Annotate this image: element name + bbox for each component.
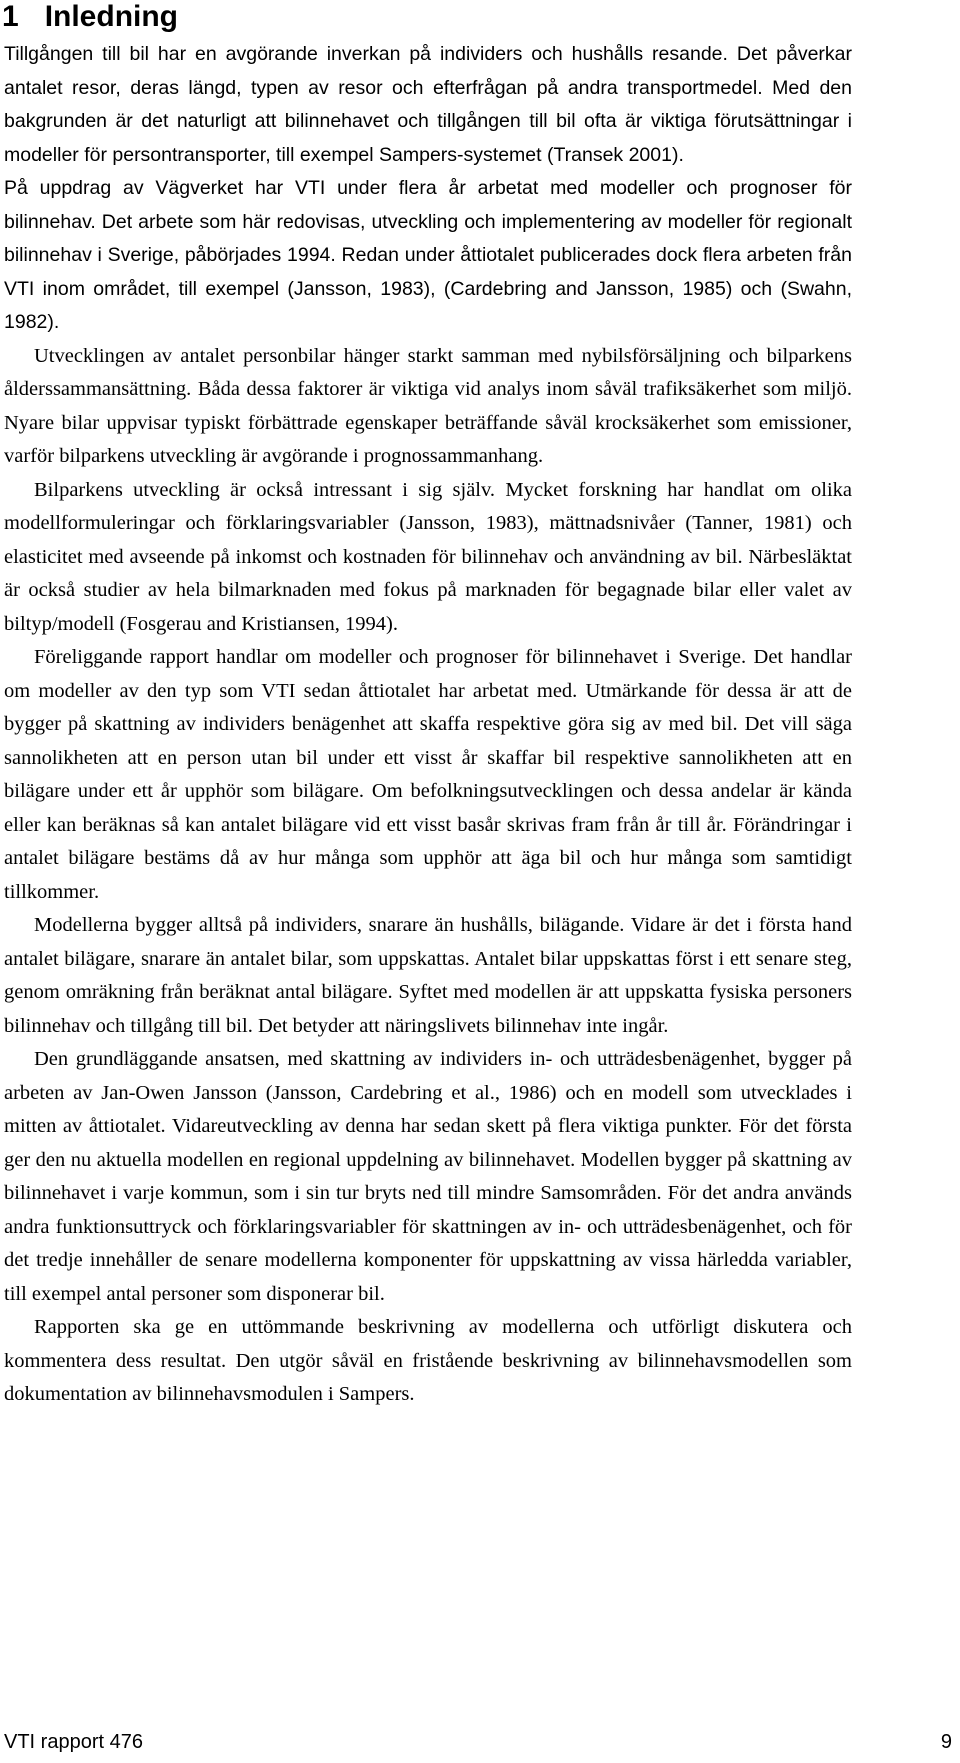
- chapter-number: 1: [2, 0, 19, 33]
- chapter-heading: [2, 0, 178, 37]
- report-name: VTI rapport 476: [4, 1731, 143, 1753]
- chapter-title: Inledning: [44, 0, 179, 33]
- paragraph: På uppdrag av Vägverket har VTI under flera år arbetat med modeller och prognoser för bilinnehav. Det arbete som här redovisas, utveckling och implementering av modeller för regionalt bilinnehav i Sverige, påbörjades 1994. Redan under åttiotalet publicerades dock flera arbeten från VTI inom området, till exempel (Jansson, 1983), (Cardebring and Jansson, 1985) och (Swahn, 1982).: [4, 177, 852, 333]
- body-text: [4, 38, 852, 1412]
- page-footer: [4, 1729, 952, 1755]
- page-number: 9: [940, 1731, 952, 1753]
- paragraph: Utvecklingen av antalet personbilar hänger starkt samman med nybilsförsäljning och bilparkens ålderssammansättning. Båda dessa faktorer är viktiga vid analys inom såväl trafiksäkerhet som miljö. Nyare bilar uppvisar typiskt förbättrade egenskaper beträffande såväl krocksäkerhet som emissioner, varför bilparkens utveckling är avgörande i prognossammanhang.: [4, 344, 852, 467]
- paragraph: Rapporten ska ge en uttömmande beskrivning av modellerna och utförligt diskutera och kommentera dess resultat. Den utgör såväl en fristående beskrivning av bilinnehavsmodellen som dokumentation av bilinnehavsmodulen i Sampers.: [4, 1316, 852, 1405]
- paragraph: Föreliggande rapport handlar om modeller och prognoser för bilinnehavet i Sverige. Det handlar om modeller av den typ som VTI sedan åttiotalet har arbetat med. Utmärkande för dessa är att de bygger på skattning av individers benägenhet att skaffa respektive göra sig av med bil. Det vill säga sannolikheten att en person utan bil under ett visst år skaffar bil respektive sannolikheten att en bilägare under ett år upphör som bilägare. Om befolkningsutvecklingen och dessa andelar är kända eller kan beräknas så kan antalet bilägare vid ett visst basår skrivas fram från år till år. Förändringar i antalet bilägare bestäms då av hur många som upphör att äga bil och hur många som samtidigt tillkommer.: [4, 646, 852, 903]
- paragraph: Bilparkens utveckling är också intressant i sig själv. Mycket forskning har handlat om olika modellformuleringar och förklaringsvariabler (Jansson, 1983), mättnadsnivåer (Tanner, 1981) och elasticitet med avseende på inkomst och kostnaden för bilinnehav och användning av bil. Närbesläktat är också studier av hela bilmarknaden med fokus på marknaden för begagnade bilar eller valet av biltyp/modell (Fosgerau and Kristiansen, 1994).: [4, 478, 852, 635]
- paragraph: Den grundläggande ansatsen, med skattning av individers in- och utträdesbenägenhet, bygger på arbeten av Jan-Owen Jansson (Jansson, Cardebring et al., 1986) och en modell som utvecklades i mitten av åttiotalet. Vidareutveckling av denna har sedan skett på flera viktiga punkter. För det första ger den nu aktuella modellen en regional uppdelning av bilinnehavet. Modellen bygger på skattning av bilinnehavet i varje kommun, som i sin tur bryts ned till mindre Samsområden. För det andra används andra funktionsuttryck och förklaringsvariabler för skattningen av in- och utträdesbenägenhet, och för det tredje innehåller de senare modellerna komponenter för uppskattning av vissa härledda variabler, till exempel antal personer som disponerar bil.: [4, 1048, 852, 1305]
- paragraph: Modellerna bygger alltså på individers, snarare än hushålls, bilägande. Vidare är det i första hand antalet bilägare, snarare än antalet bilar, som uppskattas. Antalet bilar uppskattas först i ett senare steg, genom omräkning från beräknat antal bilägare. Syftet med modellen är att uppskatta fysiska personers bilinnehav och tillgång till bil. Det betyder att näringslivets bilinnehav inte ingår.: [4, 914, 852, 1037]
- paragraph-intro: Tillgången till bil har en avgörande inverkan på individers och hushålls resande. Det påverkar antalet resor, deras längd, typen av resor och efterfrågan på andra transportmedel. Med den bakgrunden är det naturligt att bilinnehavet och tillgången till bil ofta är viktiga förutsättningar i modeller för persontransporter, till exempel Sampers-systemet (Transek 2001).: [4, 43, 852, 166]
